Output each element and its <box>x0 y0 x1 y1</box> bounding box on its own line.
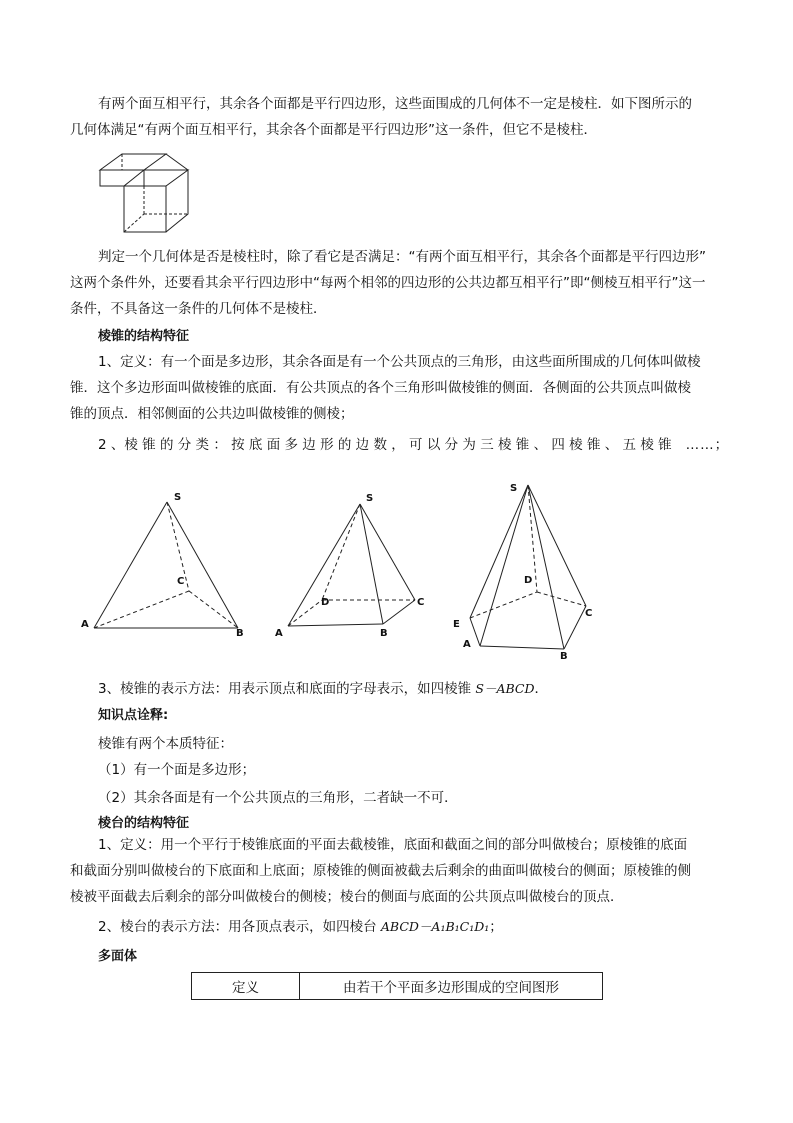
pyramid-definition-line: 锥的顶点．相邻侧面的公共边叫做棱锥的侧棱； <box>70 406 354 422</box>
vertex-label-a: A <box>463 639 471 650</box>
pyramid-notation-text: 3、棱锥的表示方法：用表示顶点和底面的字母表示，如四棱锥 <box>98 681 472 697</box>
prism-note-line: 几何体满足“有两个面互相平行，其余各个面都是平行四边形”这一条件，但它不是棱柱． <box>70 122 597 138</box>
frustum-notation-end: ； <box>489 919 503 935</box>
pyramid-classification-tail: ……； <box>685 437 730 453</box>
frustum-heading: 棱台的结构特征 <box>98 816 190 831</box>
frustum-notation-formula: ABCD－A₁B₁C₁D₁ <box>380 919 490 934</box>
frustum-notation <box>98 914 720 940</box>
vertex-label-d: D <box>524 575 533 586</box>
frustum-definition-line: 和截面分别叫做棱台的下底面和上底面；原棱锥的侧面被截去后剩余的曲面叫做棱台的侧面；原棱锥的侧 <box>70 863 691 879</box>
table-cell-term: 定义 <box>192 973 300 1000</box>
non-prism-figure <box>100 152 200 238</box>
vertex-label-c: C <box>177 576 185 587</box>
vertex-label-d: D <box>321 597 330 608</box>
vertex-label-b: B <box>380 628 388 639</box>
polyhedron-heading: 多面体 <box>98 949 138 964</box>
explanation-heading: 知识点诠释: <box>98 708 169 723</box>
explanation-intro: 棱锥有两个本质特征： <box>98 736 233 752</box>
vertex-label-s: S <box>366 493 374 504</box>
pyramid-definition-line: 锥．这个多边形面叫做棱锥的底面．有公共顶点的各个三角形叫做棱锥的侧面．各侧面的公共顶点叫做棱 <box>70 380 691 396</box>
pyramid-classification <box>98 433 730 458</box>
vertex-label-s: S <box>174 492 182 503</box>
triangular-pyramid-figure <box>78 488 248 638</box>
pyramid-notation <box>98 676 720 702</box>
vertex-label-c: C <box>585 608 593 619</box>
prism-note-line: 有两个面互相平行，其余各个面都是平行四边形，这些面围成的几何体不一定是棱柱．如下图所示的 <box>98 96 692 112</box>
vertex-label-c: C <box>417 597 425 608</box>
pyramid-heading: 棱锥的结构特征 <box>98 329 190 344</box>
vertex-label-b: B <box>560 651 568 662</box>
table-cell-definition: 由若干个平面多边形围成的空间图形 <box>300 973 603 1000</box>
prism-criteria-line: 这两个条件外，还要看其余平行四边形中“每两个相邻的四边形的公共边都互相平行”即“侧棱互相平行”这一 <box>70 275 706 291</box>
frustum-notation-text: 2、棱台的表示方法：用各顶点表示，如四棱台 <box>98 919 377 935</box>
pyramid-notation-end: ． <box>534 681 548 697</box>
prism-criteria-line: 条件，不具备这一条件的几何体不是棱柱． <box>70 301 327 317</box>
vertex-label-s: S <box>510 483 518 494</box>
prism-criteria-line: 判定一个几何体是否是棱柱时，除了看它是否满足：“有两个面互相平行，其余各个面都是平行四边形” <box>98 249 706 265</box>
frustum-definition-line: 棱被平面截去后剩余的部分叫做棱台的侧棱；棱台的侧面与底面的公共顶点叫做棱台的顶点． <box>70 889 624 905</box>
polyhedron-table <box>191 972 603 1000</box>
pyramid-classification-text: 2 、棱 锥 的 分 类 ： 按 底 面 多 边 形 的 边 数 ， 可 以 分 为 三 棱 锥 、 四 棱 锥 、 五 棱 锥 <box>98 437 672 453</box>
table-row <box>192 973 603 1000</box>
pyramid-feature-1: （1）有一个面是多边形； <box>98 762 256 778</box>
vertex-label-a: A <box>81 619 89 630</box>
pyramid-feature-2: （2）其余各面是有一个公共顶点的三角形，二者缺一不可． <box>98 790 458 806</box>
pyramid-notation-formula: S－ABCD <box>475 681 535 696</box>
pyramid-definition-line: 1、定义：有一个面是多边形，其余各面是有一个公共顶点的三角形，由这些面所围成的几何体叫做棱 <box>98 354 701 370</box>
vertex-label-a: A <box>275 628 283 639</box>
vertex-label-b: B <box>236 628 244 639</box>
pentagonal-pyramid-figure <box>450 476 610 661</box>
frustum-definition-line: 1、定义：用一个平行于棱锥底面的平面去截棱锥，底面和截面之间的部分叫做棱台；原棱锥的底面 <box>98 837 688 853</box>
quadrilateral-pyramid-figure <box>270 488 440 638</box>
vertex-label-e: E <box>453 619 460 630</box>
